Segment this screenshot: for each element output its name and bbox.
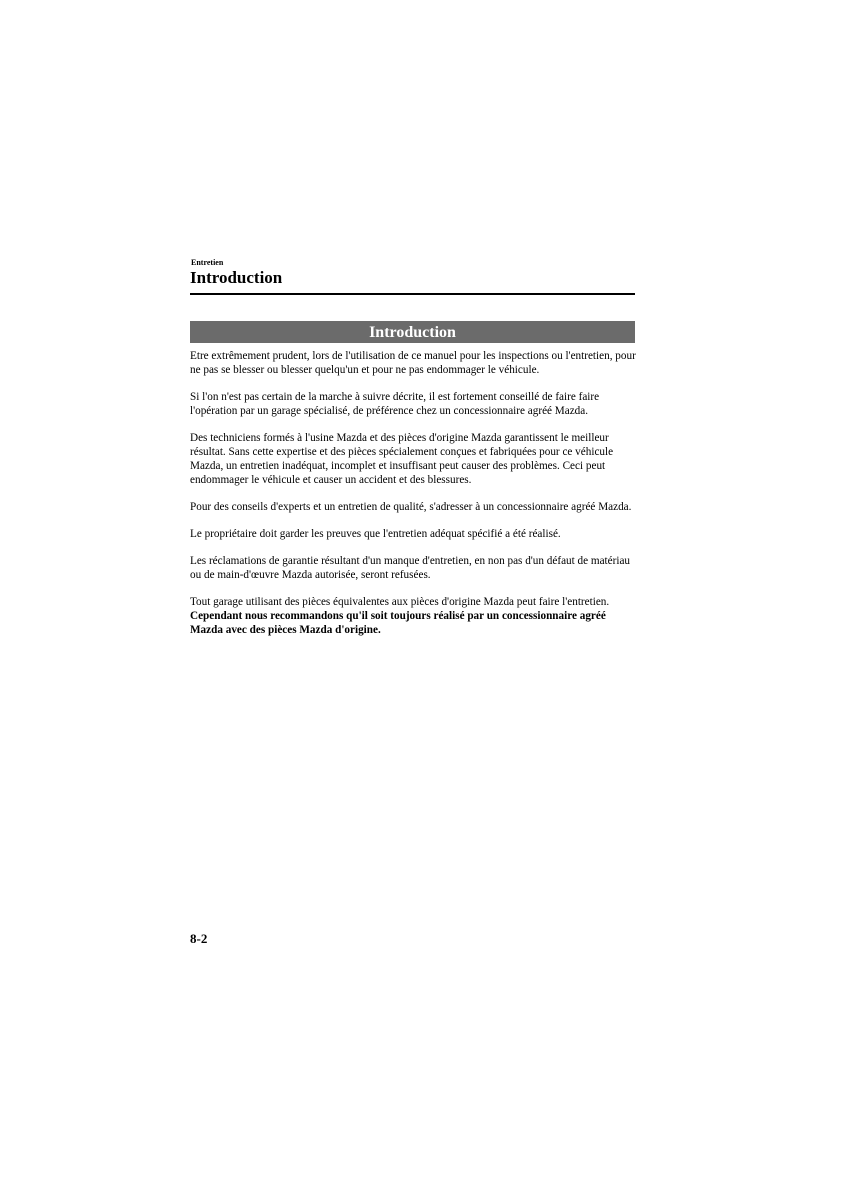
paragraph: Le propriétaire doit garder les preuves que l'entretien adéquat spécifié a été réalisé. bbox=[190, 528, 561, 540]
paragraph: Pour des conseils d'experts et un entretien de qualité, s'adresser à un concessionnaire agréé Mazda. bbox=[190, 501, 632, 513]
body-text bbox=[190, 349, 640, 650]
page-title: Introduction bbox=[190, 268, 283, 287]
heading-divider bbox=[190, 293, 635, 295]
paragraph: Les réclamations de garantie résultant d'un manque d'entretien, en non pas d'un défaut de matériau ou de main-d'œuvre Mazda autorisée, seront refusées. bbox=[190, 555, 631, 581]
page-number: 8-2 bbox=[190, 931, 208, 946]
section-banner: Introduction bbox=[190, 321, 635, 343]
paragraph: Etre extrêmement prudent, lors de l'utilisation de ce manuel pour les inspections ou l'entretien, pour ne pas se blesser ou blesser quelqu'un et pour ne pas endommager le véhicule. bbox=[190, 350, 636, 376]
section-label: Entretien bbox=[191, 258, 224, 267]
paragraph: Des techniciens formés à l'usine Mazda et des pièces d'origine Mazda garantissent le meilleur résultat. Sans cette expertise et des pièces spécialement conçues et fabriquées pour ce véhicule Mazda, un entretien inadéquat, incomplet et insuffisant peut causer des problèmes. Ceci peut endommager le véhicule et causer un accident et des blessures. bbox=[190, 432, 614, 486]
recommendation-emphasis: Cependant nous recommandons qu'il soit toujours réalisé par un concessionnaire agréé Mazda avec des pièces Mazda d'origine. bbox=[190, 610, 606, 636]
paragraph: Si l'on n'est pas certain de la marche à suivre décrite, il est fortement conseillé de faire faire l'opération par un garage spécialisé, de préférence chez un concessionnaire agréé Mazda. bbox=[190, 391, 600, 417]
recommendation-paragraph bbox=[190, 595, 640, 637]
recommendation-text: Tout garage utilisant des pièces équivalentes aux pièces d'origine Mazda peut faire l'entretien. bbox=[190, 596, 610, 608]
